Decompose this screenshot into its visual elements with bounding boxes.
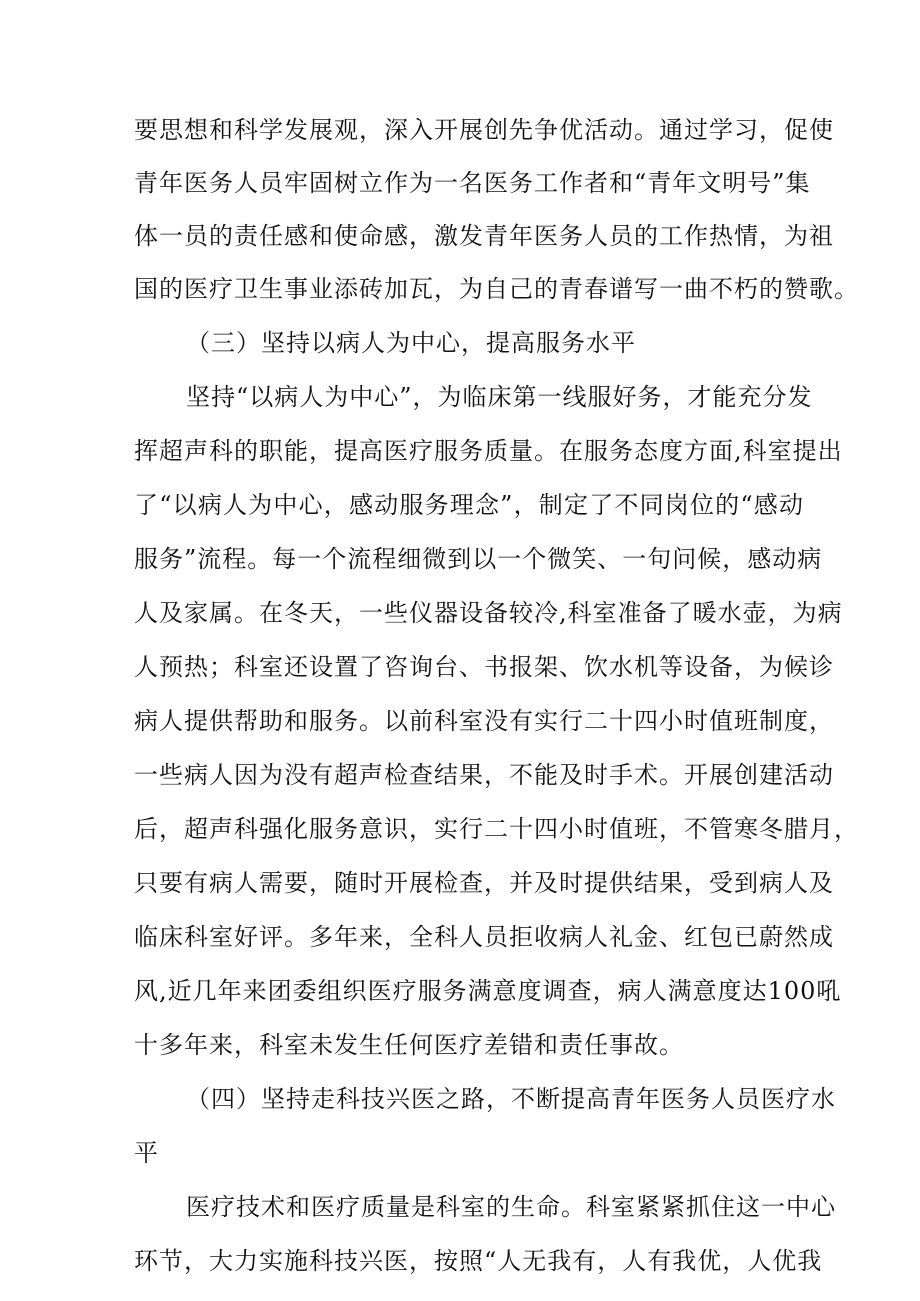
body-text-line: 坚持“以病人为中心”，为临床第一线服好务，才能充分发 xyxy=(186,383,813,411)
body-text-line: 体一员的责任感和使命感，激发青年医务人员的工作热情，为祖 xyxy=(134,222,834,250)
section-heading-3: （三）坚持以病人为中心，提高服务水平 xyxy=(186,329,636,357)
body-text-line: 风,近几年来团委组织医疗服务满意度调查，病人满意度达100吼 xyxy=(134,977,842,1005)
section-heading-4: （四）坚持走科技兴医之路，不断提高青年医务人员医疗水 xyxy=(186,1085,836,1113)
body-text-line: 了“以病人为中心，感动服务理念”，制定了不同岗位的“感动 xyxy=(134,491,804,519)
body-text-line: 国的医疗卫生事业添砖加瓦，为自己的青春谱写一曲不朽的赞歌。 xyxy=(134,275,859,303)
body-text-line: 只要有病人需要，随时开展检查，并及时提供结果，受到病人及 xyxy=(134,869,834,897)
body-text-line: 人预热；科室还设置了咨询台、书报架、饮水机等设备，为候诊 xyxy=(134,653,834,681)
body-text-line: 人及家属。在冬天，一些仪器设备较冷,科室准备了暖水壶，为病 xyxy=(134,599,843,627)
body-text-line: 服务”流程。每一个流程细微到以一个微笑、一句问候，感动病 xyxy=(134,545,823,573)
body-text-line: 要思想和科学发展观，深入开展创先争优活动。通过学习，促使 xyxy=(134,116,834,144)
body-text-line: 青年医务人员牢固树立作为一名医务工作者和“青年文明号”集 xyxy=(134,169,811,197)
body-text-line: 后，超声科强化服务意识，实行二十四小时值班，不管寒冬腊月， xyxy=(134,815,859,843)
section-heading-4-continued: 平 xyxy=(134,1139,159,1167)
body-text-line: 环节，大力实施科技兴医，按照“人无我有，人有我优，人优我 xyxy=(134,1247,823,1275)
body-text-line: 挥超声科的职能，提高医疗服务质量。在服务态度方面,科室提出 xyxy=(134,437,843,465)
body-text-line: 十多年来，科室未发生任何医疗差错和责任事故。 xyxy=(134,1031,684,1059)
body-text-line: 病人提供帮助和服务。以前科室没有实行二十四小时值班制度， xyxy=(134,707,834,735)
body-text-line: 医疗技术和医疗质量是科室的生命。科室紧紧抓住这一中心 xyxy=(186,1193,836,1221)
body-text-line: 临床科室好评。多年来，全科人员拒收病人礼金、红包已蔚然成 xyxy=(134,923,834,951)
body-text-line: 一些病人因为没有超声检查结果，不能及时手术。开展创建活动 xyxy=(134,761,834,789)
